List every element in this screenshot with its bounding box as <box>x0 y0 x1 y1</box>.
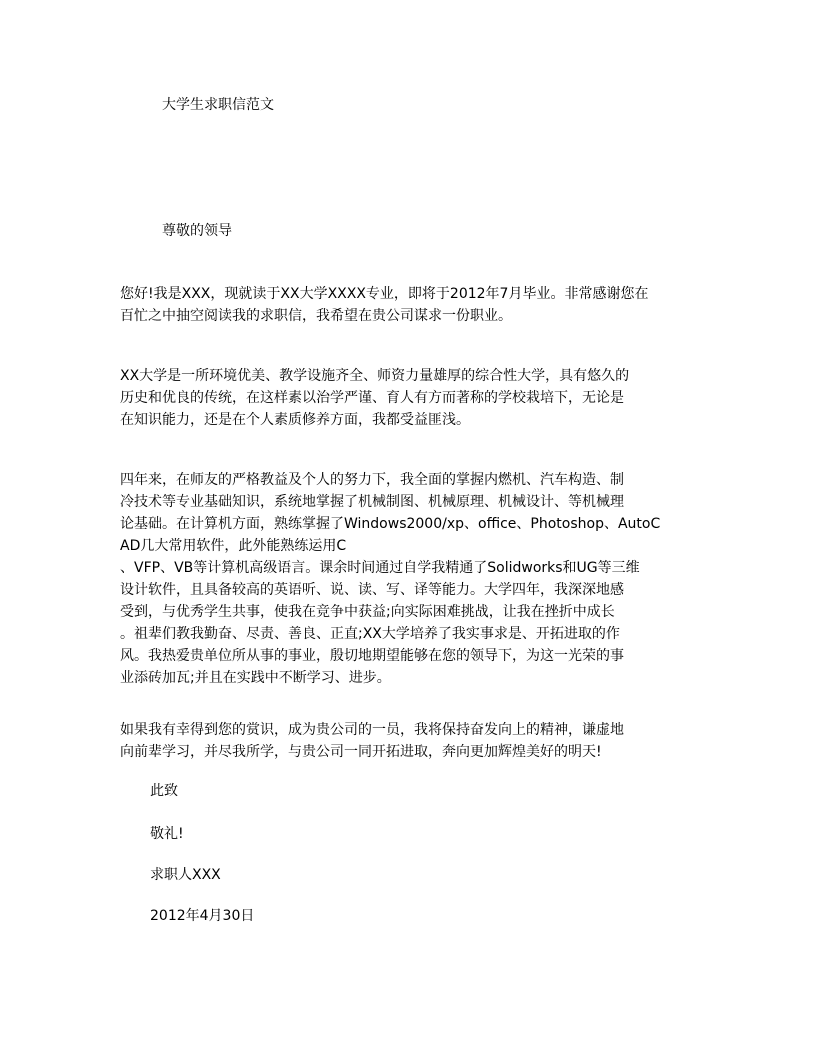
paragraph-line: 。祖辈们教我勤奋、尽责、善良、正直;XX大学培养了我实事求是、开拓进取的作 <box>120 626 620 642</box>
paragraph-line: 论基础。在计算机方面，熟练掌握了Windows2000/xp、office、Photoshop、AutoC <box>120 516 661 532</box>
paragraph-line: 、VFP、VB等计算机高级语言。课余时间通过自学我精通了Solidworks和UG等三维 <box>120 560 640 576</box>
paragraph-greeting <box>120 283 705 327</box>
paragraph-skills <box>120 469 705 689</box>
paragraph-line: 四年来，在师友的严格教益及个人的努力下，我全面的掌握内燃机、汽车构造、制 <box>120 472 624 488</box>
paragraph-line: 设计软件，且具备较高的英语听、说、读、写、译等能力。大学四年，我深深地感 <box>120 582 624 598</box>
signature: 求职人XXX <box>150 867 221 883</box>
paragraph-line: AD几大常用软件，此外能熟练运用C <box>120 538 347 554</box>
paragraph-line: 冷技术等专业基础知识，系统地掌握了机械制图、机械原理、机械设计、等机械理 <box>120 494 624 510</box>
closing-phrase: 此致 <box>150 783 178 799</box>
paragraph-line: 如果我有幸得到您的赏识，成为贵公司的一员，我将保持奋发向上的精神，谦虚地 <box>120 722 624 738</box>
paragraph-line: 受到，与优秀学生共事，使我在竞争中获益;向实际困难挑战，让我在挫折中成长 <box>120 604 615 620</box>
paragraph-university <box>120 365 705 431</box>
salutation: 尊敬的领导 <box>162 223 232 239</box>
paragraph-line: 风。我热爱贵单位所从事的事业，殷切地期望能够在您的领导下，为这一光荣的事 <box>120 648 624 664</box>
paragraph-line: 百忙之中抽空阅读我的求职信，我希望在贵公司谋求一份职业。 <box>120 308 512 324</box>
paragraph-line: 历史和优良的传统，在这样素以治学严谨、育人有方而著称的学校栽培下，无论是 <box>120 390 624 406</box>
document-title: 大学生求职信范文 <box>162 97 274 113</box>
paragraph-closing-wish <box>120 719 705 763</box>
paragraph-line: 向前辈学习，并尽我所学，与贵公司一同开拓进取，奔向更加辉煌美好的明天! <box>120 744 602 760</box>
paragraph-line: 业添砖加瓦;并且在实践中不断学习、进步。 <box>120 670 391 686</box>
paragraph-line: XX大学是一所环境优美、教学设施齐全、师资力量雄厚的综合性大学，具有悠久的 <box>120 368 630 384</box>
paragraph-line: 在知识能力，还是在个人素质修养方面，我都受益匪浅。 <box>120 412 470 428</box>
regards: 敬礼! <box>150 826 184 842</box>
date: 2012年4月30日 <box>150 908 255 924</box>
paragraph-line: 您好!我是XXX，现就读于XX大学XXXX专业，即将于2012年7月毕业。非常感谢您在 <box>120 286 649 302</box>
